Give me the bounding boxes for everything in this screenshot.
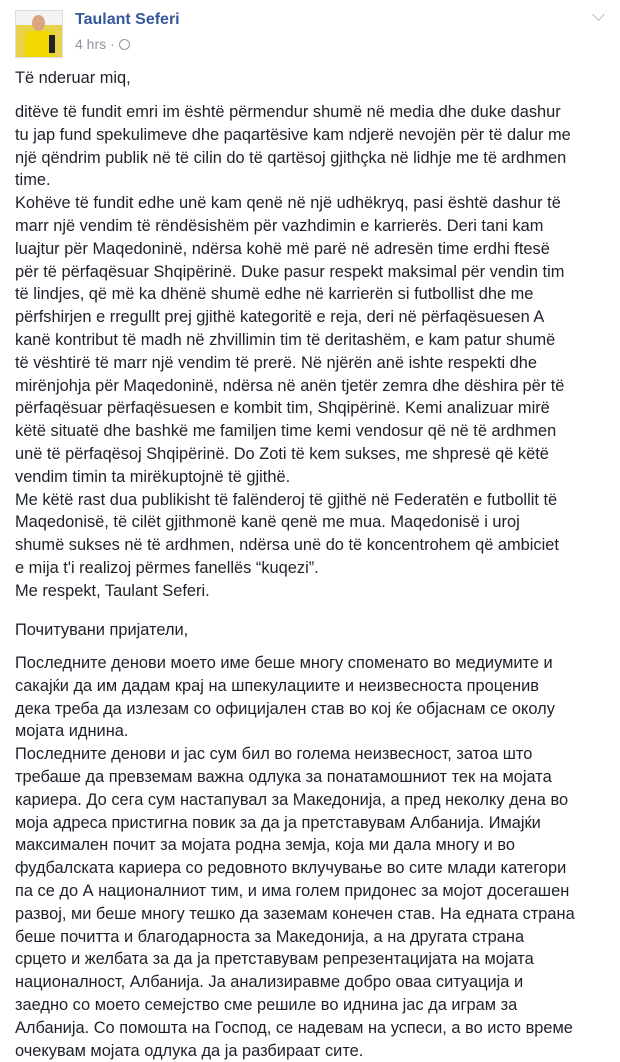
macedonian-message — [15, 652, 615, 1062]
message-line: përfshirjen e rregullt prej gjithë kategoritë e reja, deri në përfaqësuesen A — [15, 308, 545, 327]
message-line: Албанија. Со помошта на Господ, се надевам на успеси, а во исто време — [15, 1018, 573, 1037]
message-line: ditëve të fundit emri im është përmendur shumë në media dhe duke dashur — [15, 103, 561, 121]
timestamp[interactable]: 4 hrs — [75, 36, 107, 52]
message-line: Maqedonisë, të cilët gjithmonë kanë qenë me mua. Maqedonisë i uroj — [15, 513, 520, 532]
post-header — [0, 0, 620, 60]
macedonian-greeting: Почитувани пријатели, — [15, 621, 189, 639]
message-line: Kohëve të fundit edhe unë kam qenë në një udhëkryq, pasi është dashur të — [15, 194, 561, 213]
author-name[interactable]: Taulant Seferi — [75, 11, 180, 28]
message-line: Me respekt, Taulant Seferi. — [15, 581, 210, 600]
message-line: максимален почит за мојата родна земја, која ми дала многу и во — [15, 836, 516, 855]
albanian-greeting: Të nderuar miq, — [15, 69, 131, 87]
message-line: luajtur për Maqedoninë, ndërsa kohë më parë në adresën time erdhi ftesë — [15, 239, 550, 258]
message-line: Последните денови и јас сум бил во голема неизвесност, затоа што — [15, 745, 533, 764]
avatar[interactable] — [15, 10, 63, 58]
chevron-down-icon[interactable] — [592, 10, 606, 24]
message-line: mirënjohja për Maqedoninë, ndërsa në anën tjetër zemra dhe dëshira për të — [15, 376, 565, 395]
message-line: këtë situatë dhe bashkë me familjen time kemi vendosur që në të ardhmen — [15, 422, 557, 441]
message-line: требаше да превземам важна одлука за понатамошниот тек на мојата — [15, 767, 552, 786]
message-line: e mija t'i realizoj përmes fanellës “kuqezi”. — [15, 558, 319, 577]
message-line: националност, Албанија. Ја анализиравме добро оваа ситуација и — [15, 973, 524, 992]
message-line: një qëndrim publik në të cilin do të qartësoj gjithçka në lidhje me të ardhmen — [15, 148, 567, 167]
message-line: Последните денови моето име беше многу споменато во медиумите и — [15, 654, 553, 672]
message-line: очекувам мојата одлука да ја разбираат сите. — [15, 1041, 364, 1060]
message-line: срцето и желбата за да ја претставувам репрезентацијата на мојата — [15, 950, 534, 969]
message-line: фудбалската кариера со редовното вклучување во сите млади категори — [15, 859, 567, 878]
message-line: kanë kontribut të madh në zhvillimin tim të deritashëm, e kam patur shumë — [15, 330, 556, 349]
message-line: tu jap fund spekulimeve dhe paqartësive kam ndjerë nevojën për të dalur me — [15, 125, 571, 144]
message-line: заедно со моето семејство сме решиле во иднина јас да играм за — [15, 995, 518, 1014]
message-line: të vështirë të marr një vendim të prerë. Në njërën anë ishte respekti dhe — [15, 353, 538, 372]
message-line: përfaqësuar përfaqësuesen e kombit tim, Shqipërinë. Kemi analizuar mirë — [15, 399, 550, 418]
message-line: marr një vendim të rëndësishëm për vazhdimin e karrierës. Deri tani kam — [15, 216, 544, 235]
message-line: shumë sukses në të ardhmen, ndërsa unë do të koncentrohem që ambiciet — [15, 536, 559, 555]
message-line: моја адреса пристигна повик за да ја претставувам Албанија. Имајќи — [15, 813, 541, 832]
message-line: беше почитта и благодарноста за Македонија, а на другата страна — [15, 927, 525, 946]
post-meta — [75, 36, 130, 52]
avatar-armband — [49, 35, 55, 53]
message-line: кариера. До сега сум настапувал за Македонија, а пред неколку дена во — [15, 790, 569, 809]
message-line: time. — [15, 171, 51, 190]
message-line: vendim timin ta mirëkuptojnë të gjithë. — [15, 467, 291, 486]
message-line: развој, ми беше многу тешко да заземам конечен став. На едната страна — [15, 904, 575, 923]
meta-separator: · — [110, 36, 115, 52]
message-line: unë të përfaqësoj Shqipërinë. Do Zoti të kem sukses, me shpresë që këtë — [15, 444, 549, 463]
avatar-head — [32, 15, 45, 31]
message-line: мојата иднина. — [15, 722, 129, 741]
message-line: сакајќи да им дадам крај на шпекулациите и неизвесноста проценив — [15, 676, 539, 695]
message-line: për të përfaqësuar Shqipërinë. Duke pasur respekt maksimal për vendin tim — [15, 262, 565, 281]
globe-icon[interactable] — [119, 39, 130, 50]
message-line: па се до А националниот тим, и има голем придонес за мојот досегашен — [15, 881, 570, 900]
message-line: дека треба да излезам со официјален став во кој ќе објаснам се околу — [15, 699, 555, 718]
message-line: të lindjes, që më ka dhënë shumë edhe në karrierën si futbollist dhe me — [15, 285, 534, 304]
message-line: Me këtë rast dua publikisht të falënderoj të gjithë në Federatën e futbollit të — [15, 490, 558, 509]
albanian-message — [15, 101, 615, 603]
